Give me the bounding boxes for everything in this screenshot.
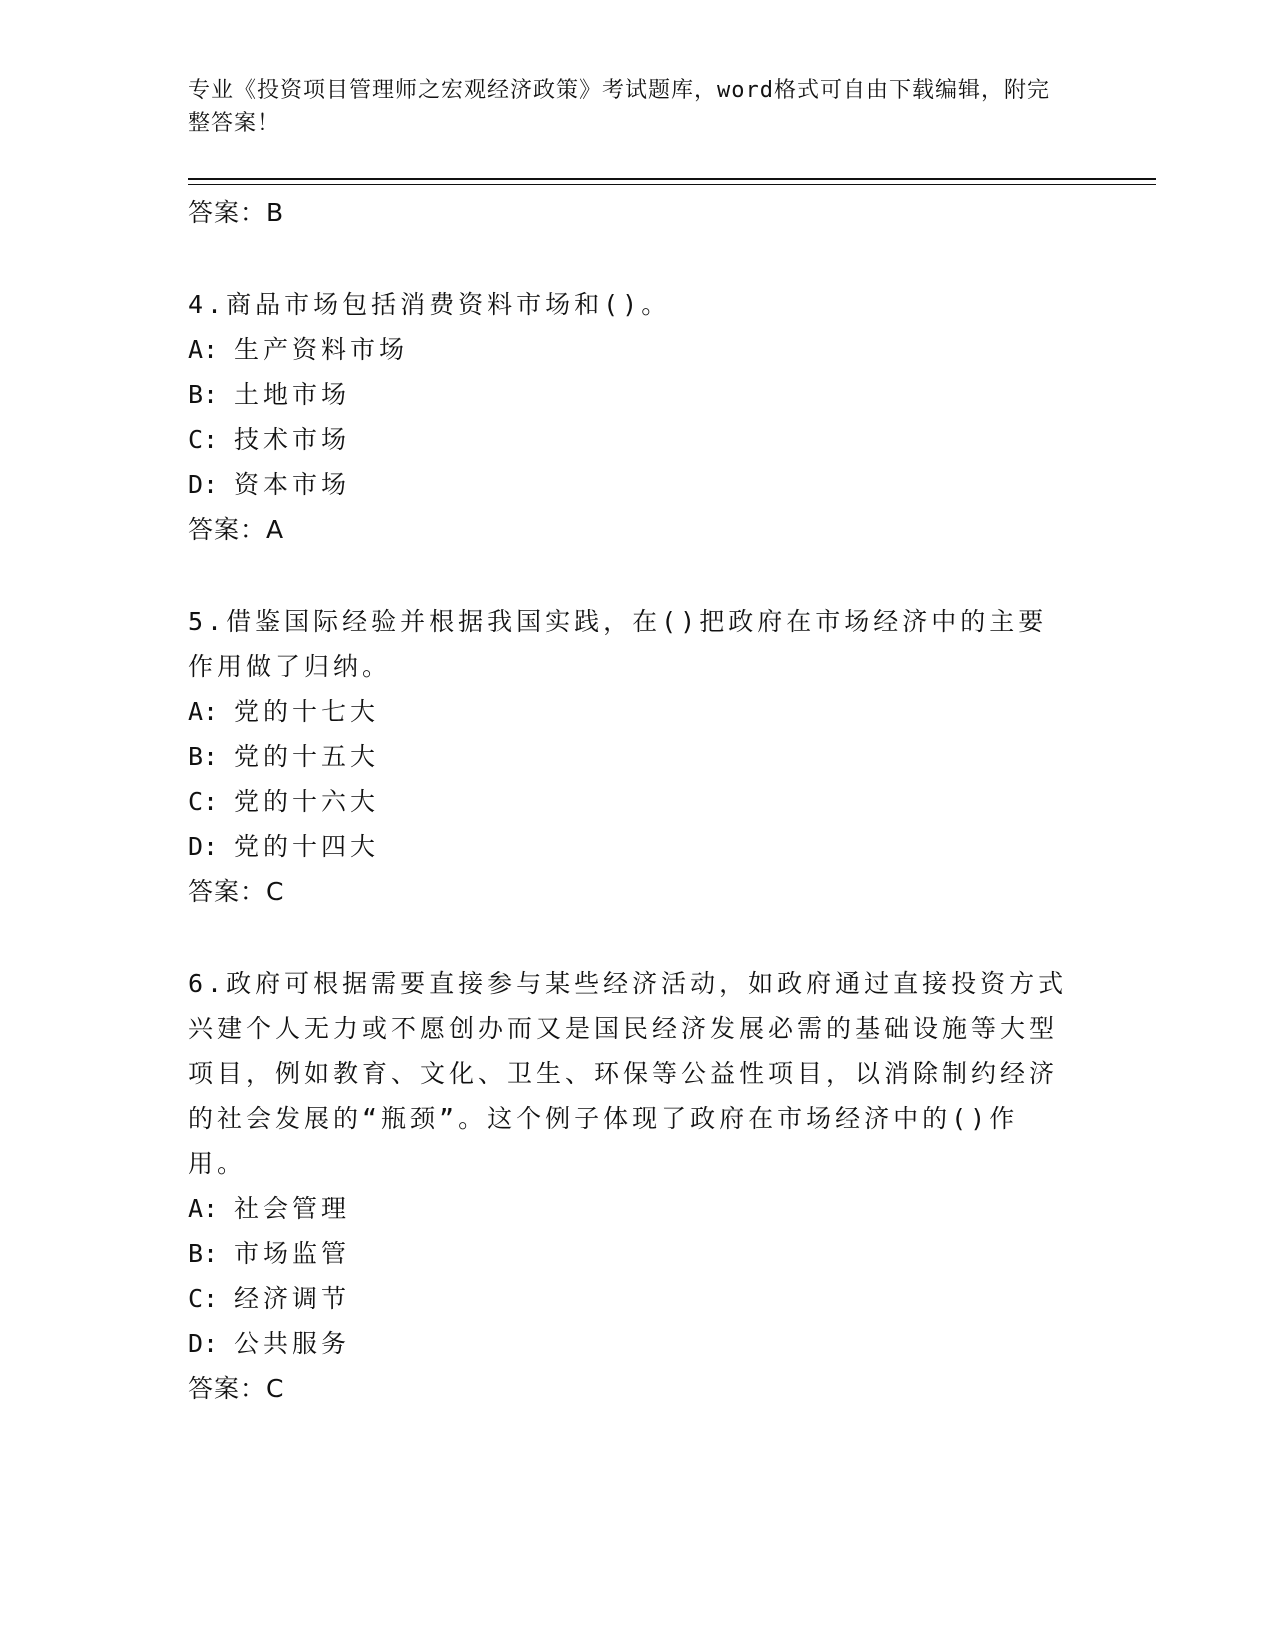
answer-line xyxy=(188,869,1068,914)
question-stem: 4.商品市场包括消费资料市场和()。 xyxy=(188,290,671,319)
option-d xyxy=(188,1321,1068,1366)
option-text: 生产资料市场 xyxy=(234,335,409,364)
option-c xyxy=(188,779,1068,824)
question-stem: 5.借鉴国际经验并根据我国实践，在()把政府在市场经济中的主要作用做了归纳。 xyxy=(188,607,1048,681)
answer-value: B xyxy=(266,198,285,227)
answer-line xyxy=(188,190,1068,235)
question-list xyxy=(188,190,1068,1411)
answer-line xyxy=(188,1366,1068,1411)
option-text: 公共服务 xyxy=(234,1329,351,1358)
option-text: 党的十六大 xyxy=(234,787,380,816)
option-text: 市场监管 xyxy=(234,1239,351,1268)
option-a xyxy=(188,689,1068,734)
answer-label: 答案： xyxy=(188,1374,267,1403)
option-key: C: xyxy=(188,787,219,816)
answer-label: 答案： xyxy=(188,515,267,544)
answer-label: 答案： xyxy=(188,198,267,227)
option-a xyxy=(188,327,1068,372)
option-key: B: xyxy=(188,380,219,409)
option-key: D: xyxy=(188,1329,219,1358)
option-text: 党的十四大 xyxy=(234,832,380,861)
option-text: 土地市场 xyxy=(234,380,351,409)
option-key: C: xyxy=(188,425,219,454)
option-text: 资本市场 xyxy=(234,470,351,499)
option-d xyxy=(188,824,1068,869)
answer-value: C xyxy=(266,877,285,906)
option-c xyxy=(188,417,1068,462)
question-stem: 6.政府可根据需要直接参与某些经济活动，如政府通过直接投资方式兴建个人无力或不愿创办而又是国民经济发展必需的基础设施等大型项目，例如教育、文化、卫生、环保等公益性项目，以消除制约经济的社会发展的“瓶颈”。这个例子体现了政府在市场经济中的()作用。 xyxy=(188,969,1068,1178)
option-key: A: xyxy=(188,697,219,726)
answer-value: C xyxy=(266,1374,285,1403)
option-key: C: xyxy=(188,1284,219,1313)
header-divider-thick xyxy=(188,178,1156,180)
option-b xyxy=(188,372,1068,417)
option-key: A: xyxy=(188,1194,219,1223)
option-d xyxy=(188,462,1068,507)
header-divider-thin xyxy=(188,184,1156,185)
option-text: 党的十五大 xyxy=(234,742,380,771)
option-b xyxy=(188,734,1068,779)
option-a xyxy=(188,1186,1068,1231)
option-b xyxy=(188,1231,1068,1276)
answer-value: A xyxy=(266,515,285,544)
option-key: A: xyxy=(188,335,219,364)
option-key: B: xyxy=(188,1239,219,1268)
option-text: 经济调节 xyxy=(234,1284,351,1313)
answer-label: 答案： xyxy=(188,877,267,906)
document-header: 专业《投资项目管理师之宏观经济政策》考试题库，word格式可自由下载编辑，附完整答案！ xyxy=(188,78,1050,136)
option-key: D: xyxy=(188,832,219,861)
option-key: B: xyxy=(188,742,219,771)
option-text: 党的十七大 xyxy=(234,697,380,726)
answer-line xyxy=(188,507,1068,552)
option-text: 社会管理 xyxy=(234,1194,351,1223)
option-text: 技术市场 xyxy=(234,425,351,454)
option-c xyxy=(188,1276,1068,1321)
option-key: D: xyxy=(188,470,219,499)
